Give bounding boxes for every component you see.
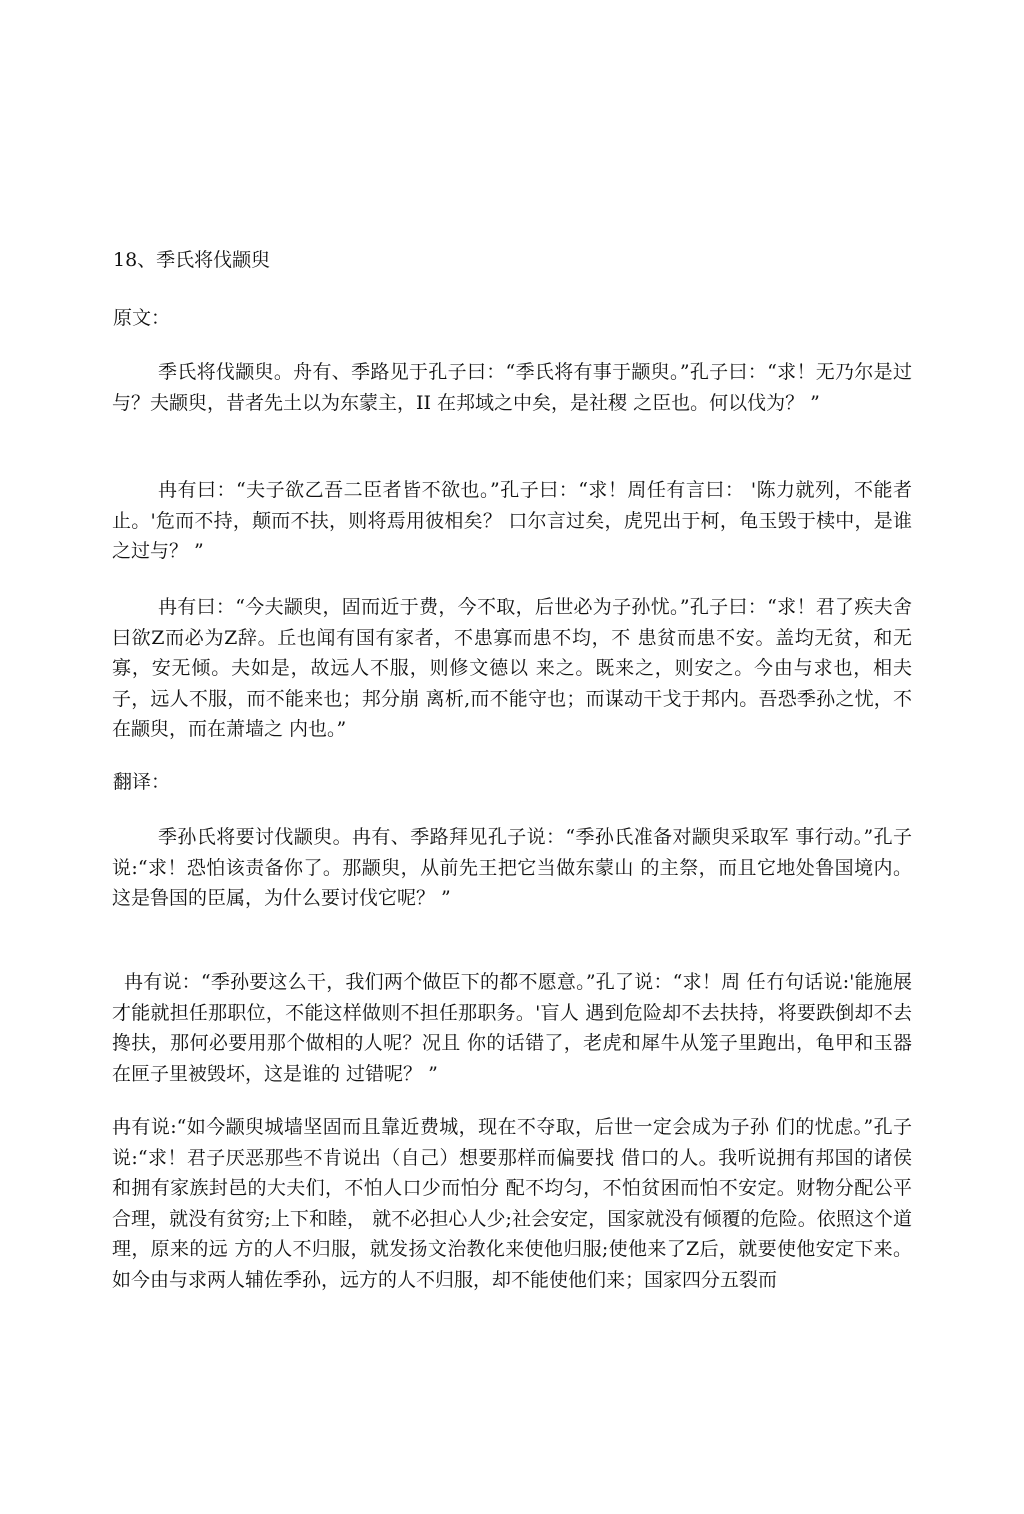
document-title: 18、季氏将伐颛臾	[113, 249, 271, 271]
translation-paragraph-3: 冉有说:“如今颛臾城墙坚固而且靠近费城，现在不夺取，后世一定会成为子孙 们的忧虑。”孔子说:“求！君子厌恶那些不肯说出（自己）想要那样而偏要找 借口的人。我听说拥有邦国的诸侯和拥有家族封邑的大夫们，不怕人口少而怕分 配不均匀，不怕贫困而怕不安定。财物分配公平合理，就没有贫穷;上下和睦， 就不必担心人少;社会安定，国家就没有倾覆的危险。依照这个道理，原来的远 方的人不归服，就发扬文治教化来使他归服;使他来了Z后，就要使他安定下来。 如今由与求两人辅佐季孙，远方的人不归服，却不能使他们来；国家四分五裂而	[112, 1116, 912, 1291]
translation-paragraph-1: 季孙氏将要讨伐颛臾。冉有、季路拜见孔子说：“季孙氏准备对颛臾采取军 事行动。”孔子说:“求！恐怕该责备你了。那颛臾，从前先王把它当做东蒙山 的主祭，而且它地处鲁国境内。这是鲁国的臣属，为什么要讨伐它呢？ ”	[112, 826, 912, 909]
original-paragraph-2: 冉有曰：“夫子欲乙吾二臣者皆不欲也。”孔子曰：“求！周任有言曰： '陈力就列，不能者止。'危而不持，颠而不扶，则将焉用彼相矣？ 口尔言过矣，虎兕出于柯，龟玉毁于椟中，是谁之过与？ ”	[112, 479, 912, 562]
original-text-label: 原文：	[113, 307, 171, 329]
original-paragraph-3: 冉有曰：“今夫颛臾，固而近于费，今不取，后世必为子孙忧。”孔子曰：“求！君了疾夫舍曰欲Z而必为Z辞。丘也闻有国有家者，不患寡而患不均，不 患贫而患不安。盖均无贫，和无寡，安无倾。夫如是，故远人不服，则修文德以 来之。既来之，则安之。今由与求也，相夫子，远人不服，而不能来也；邦分崩 离析,而不能守也；而谋动干戈于邦内。吾恐季孙之忧，不在颛臾，而在萧墙之 内也。”	[112, 596, 912, 740]
translation-label: 翻译：	[113, 771, 171, 793]
original-paragraph-1: 季氏将伐颛臾。舟有、季路见于孔子曰：“季氏将有事于颛臾。”孔子曰：“求！无乃尔是过与？夫颛臾，昔者先土以为东蒙主，II 在邦域之中矣，是社稷 之臣也。何以伐为？ ”	[112, 361, 912, 414]
translation-paragraph-2: 冉有说：“季孙要这么干，我们两个做臣下的都不愿意。”孔了说：“求！周 任冇句话说:'能施展才能就担任那职位，不能这样做则不担任那职务。'盲人 遇到危险却不去扶持，将要跌倒却不去搀扶，那何必要用那个做相的人呢？况且 你的话错了，老虎和犀牛从笼子里跑出，龟甲和玉器在匣子里被毁坏，这是谁的 过错呢？ ”	[112, 971, 912, 1085]
